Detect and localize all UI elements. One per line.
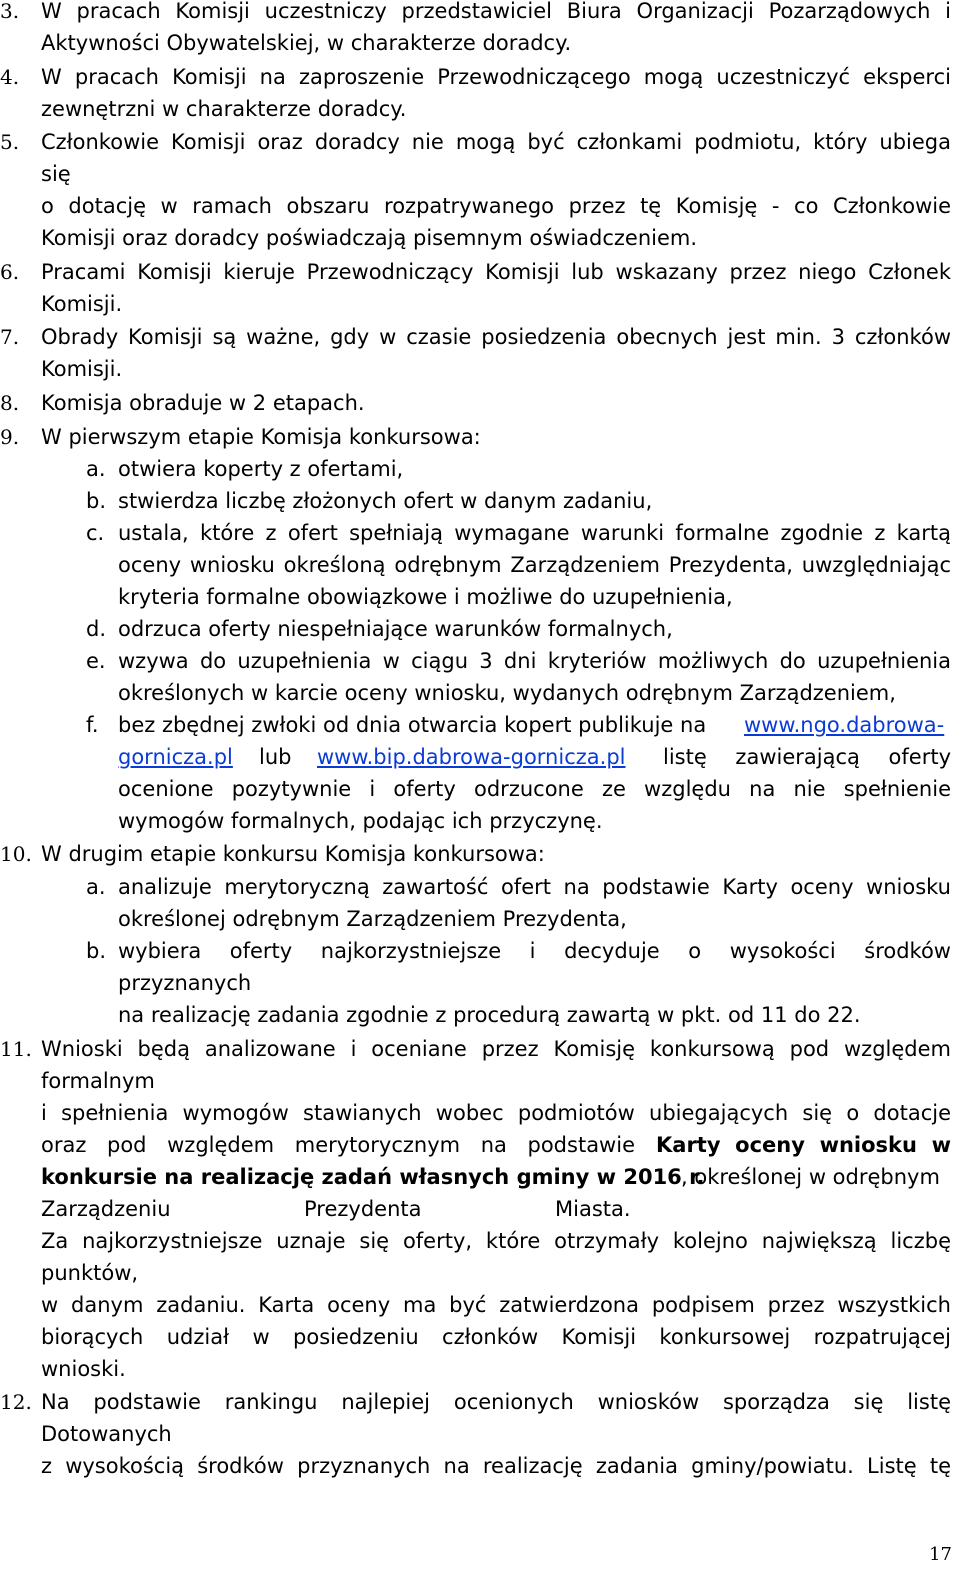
sub-item-text-continued [0,549,960,581]
sub-item-a [0,871,960,903]
item-number: 4. [0,65,20,89]
item-number: 7. [0,325,20,349]
item-text: W drugim etapie konkursu Komisja konkursowa: [41,842,545,866]
evaluation-card-title: Karty oceny wniosku w [656,1133,951,1157]
item-text: formalnym [41,1069,155,1093]
item-text: zewnętrzni w charakterze doradcy. [41,97,407,121]
item-text-continued [0,1161,960,1193]
list-item-11 [0,1033,960,1065]
item-text: Komisja obraduje w 2 etapach. [41,391,365,415]
item-text: W pracach Komisji na zaproszenie Przewodniczącego mogą uczestniczyć eksperci [41,65,951,89]
sub-item-letter: a. [86,875,106,899]
sub-item-letter: d. [86,617,107,641]
item-text: wnioski. [41,1357,126,1381]
item-text: Komisji. [41,357,123,381]
evaluation-card-title: konkursie na realizację zadań własnych gminy w 2016 r. [41,1165,705,1189]
list-item-5 [0,126,960,158]
item-text: o dotację w ramach obszaru rozpatrywanego przez tę Komisję - co Członkowie [41,194,951,218]
sub-item-b [0,935,960,967]
item-text-continued [0,1289,960,1321]
sub-item-text: wybiera oferty najkorzystniejsze i decyduje o wysokości środków [118,939,951,963]
item-text: biorących udział w posiedzeniu członków Komisji konkursowej rozpatrującej [41,1325,951,1349]
item-text-continued [0,190,960,222]
item-text: Członkowie Komisji oraz doradcy nie mogą być członkami podmiotu, który ubiega [41,130,951,154]
sub-item-e [0,645,960,677]
ngo-website-link[interactable]: gornicza.pl [118,745,233,769]
item-text: Za najkorzystniejsze uznaje się oferty, które otrzymały kolejno największą liczbę [41,1229,951,1253]
sub-item-text: odrzuca oferty niespełniające warunków formalnych, [118,617,673,641]
sub-item-text: przyznanych [118,971,252,995]
item-text: i spełnienia wymogów stawianych wobec podmiotów ubiegających się o dotacje [41,1101,951,1125]
item-text-continued [0,1097,960,1129]
item-text-continued [0,1225,960,1257]
item-number: 8. [0,391,20,415]
item-text: Dotowanych [41,1422,172,1446]
sub-item-text: określonych w karcie oceny wniosku, wydanych odrębnym Zarządzeniem, [118,681,896,705]
item-text: się [41,162,71,186]
list-item-4 [0,61,960,93]
sub-item-text: listę zawierającą oferty [663,745,951,769]
ngo-website-link[interactable]: www.ngo.dabrowa- [744,713,945,737]
sub-item-c [0,517,960,549]
page-number: 17 [929,1544,952,1565]
sub-item-letter: c. [86,521,105,545]
item-number: 11. [0,1037,32,1061]
bip-website-link[interactable]: www.bip.dabrowa-gornicza.pl [317,745,626,769]
sub-item-letter: f. [86,713,99,737]
item-number: 5. [0,130,20,154]
sub-item-text: stwierdza liczbę złożonych ofert w danym zadaniu, [118,489,653,513]
sub-item-text: ocenione pozytywnie i oferty odrzucone ze względu na nie spełnienie [118,777,951,801]
item-text: Pracami Komisji kieruje Przewodniczący Komisji lub wskazany przez niego Członek [41,260,951,284]
item-text: W pracach Komisji uczestniczy przedstawiciel Biura Organizacji Pozarządowych i [41,0,951,23]
item-text: Na podstawie rankingu najlepiej ocenionych wniosków sporządza się listę [41,1390,951,1414]
sub-item-text-continued [0,741,960,773]
sub-item-letter: e. [86,649,106,673]
item-number: 12. [0,1390,32,1414]
item-number: 10. [0,842,32,866]
item-number: 6. [0,260,20,284]
item-text: Komisji. [41,292,123,316]
item-text: Aktywności Obywatelskiej, w charakterze doradcy. [41,31,572,55]
list-item-7 [0,321,960,353]
item-text: Wnioski będą analizowane i oceniane przez Komisję konkursową pod względem [41,1037,951,1061]
sub-item-text: analizuje merytoryczną zawartość ofert na podstawie Karty oceny wniosku [118,875,951,899]
item-text: , określonej w odrębnym [681,1165,940,1189]
item-text-continued [0,1321,960,1353]
item-number: 9. [0,425,20,449]
list-item-3 [0,0,960,27]
sub-item-text: otwiera koperty z ofertami, [118,457,404,481]
sub-item-letter: a. [86,457,106,481]
item-text: z wysokością środków przyznanych na realizację zadania gminy/powiatu. Listę tę [41,1454,951,1478]
item-text: W pierwszym etapie Komisja konkursowa: [41,425,481,449]
sub-item-text: określonej odrębnym Zarządzeniem Prezydenta, [118,907,627,931]
sub-item-text: lub [259,745,292,769]
sub-item-text: wymogów formalnych, podając ich przyczynę. [118,809,603,833]
sub-item-text: kryteria formalne obowiązkowe i możliwe do uzupełnienia, [118,585,733,609]
sub-item-f [0,709,960,741]
item-text-continued [0,1450,960,1482]
sub-item-text: bez zbędnej zwłoki od dnia otwarcia kopert publikuje na [118,713,707,737]
item-text: punktów, [41,1261,139,1285]
item-text: Komisji oraz doradcy poświadczają pisemnym oświadczeniem. [41,226,698,250]
sub-item-text-continued [0,773,960,805]
item-text-continued [0,1129,960,1161]
sub-item-text: na realizację zadania zgodnie z procedurą zawartą w pkt. od 11 do 22. [118,1003,861,1027]
sub-item-letter: b. [86,489,107,513]
list-item-6 [0,256,960,288]
list-item-12 [0,1386,960,1418]
sub-item-text: ustala, które z ofert spełniają wymagane warunki formalne zgodnie z kartą [118,521,951,545]
item-text: Obrady Komisji są ważne, gdy w czasie posiedzenia obecnych jest min. 3 członków [41,325,951,349]
sub-item-text: oceny wniosku określoną odrębnym Zarządzeniem Prezydenta, uwzględniając [118,553,951,577]
item-number: 3. [0,0,20,23]
item-text: w danym zadaniu. Karta oceny ma być zatwierdzona podpisem przez wszystkich [41,1293,951,1317]
sub-item-text: wzywa do uzupełnienia w ciągu 3 dni kryteriów możliwych do uzupełnienia [118,649,951,673]
sub-item-letter: b. [86,939,107,963]
item-text: Zarządzeniu Prezydenta Miasta. [41,1197,631,1221]
item-text: oraz pod względem merytorycznym na podstawie [41,1133,635,1157]
